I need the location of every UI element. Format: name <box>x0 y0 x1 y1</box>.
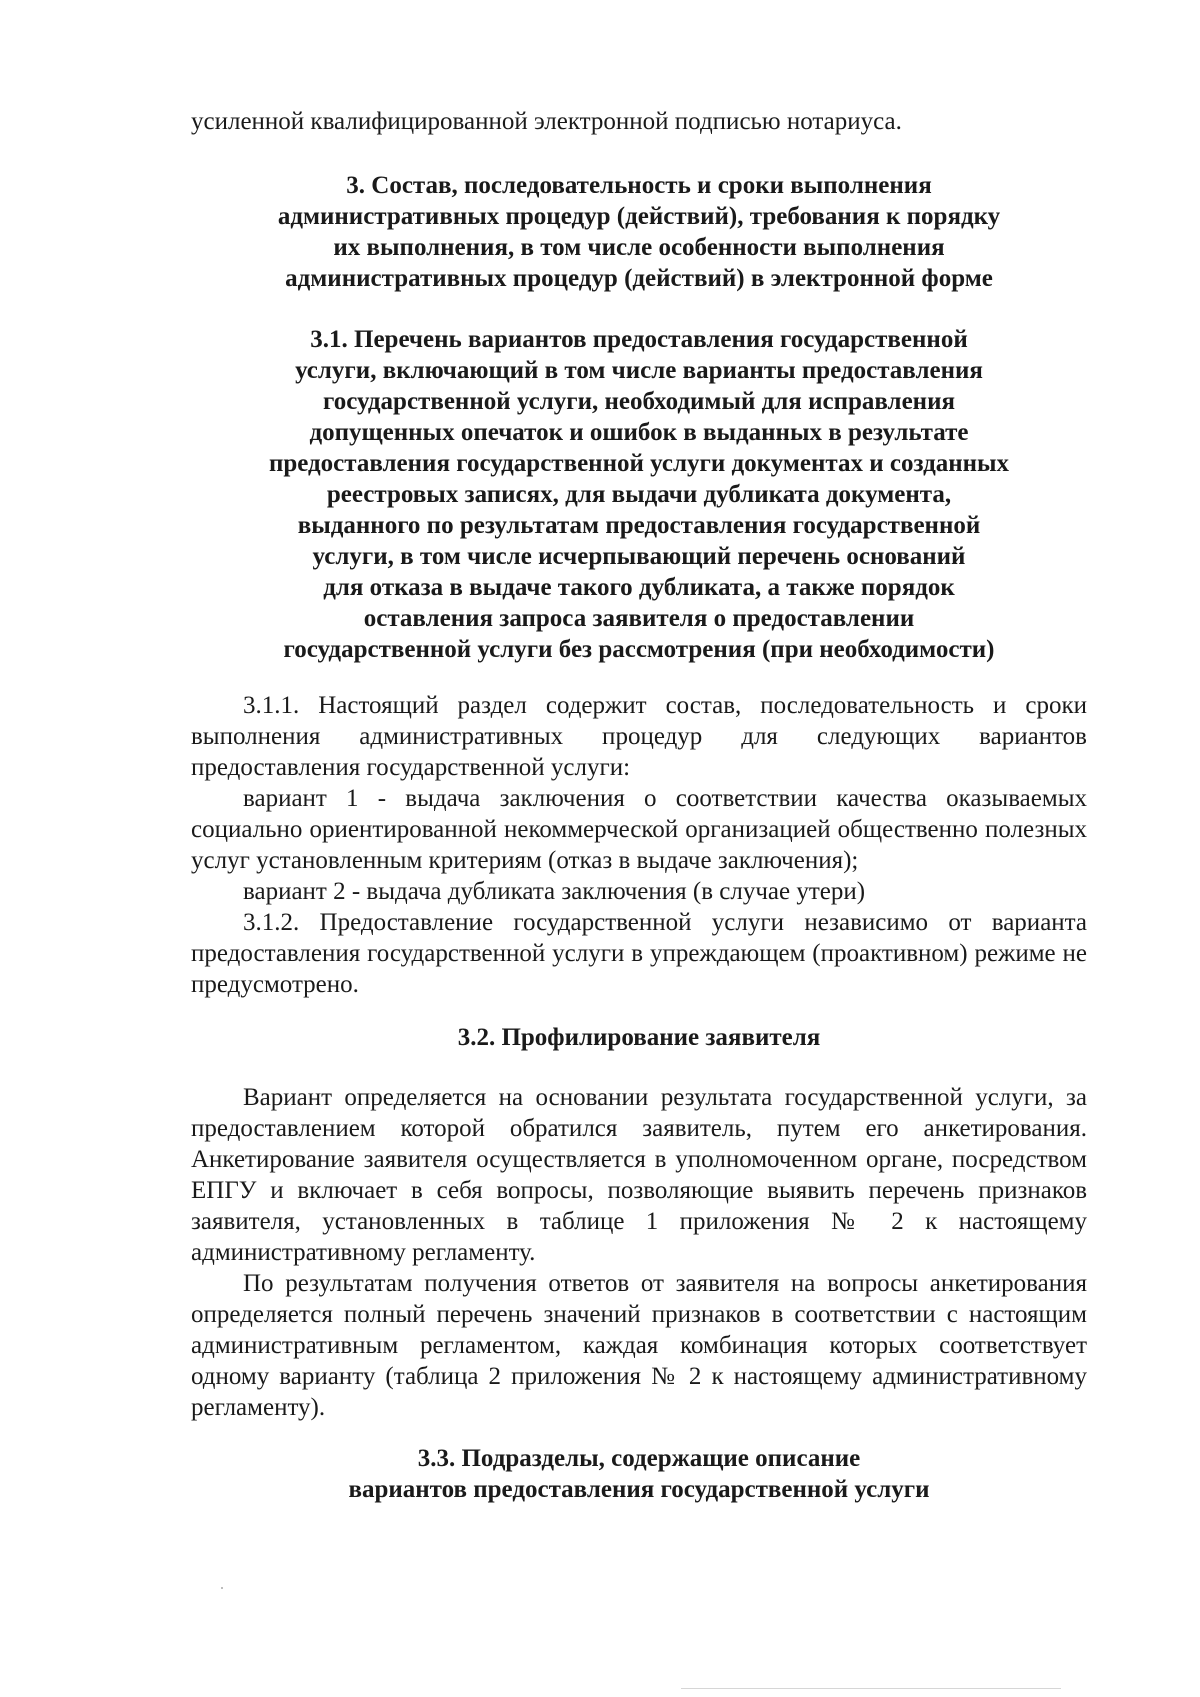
profiling-paragraph-2: По результатам получения ответов от заявителя на вопросы анкетирования определяется полный перечень значений признаков в соответствии с настоящим административным регламентом, каждая комбинация которых соответствует одному варианту (таблица 2 приложения № 2 к настоящему административному регламенту). <box>191 1270 1087 1421</box>
section-3-1-heading-line: услуги, включающий в том числе варианты предоставления <box>295 357 983 384</box>
section-3-heading-line: административных процедур (действий), требования к порядку <box>277 203 1001 230</box>
section-3-heading <box>191 170 1087 294</box>
section-3-1-heading-line: услуги, в том числе исчерпывающий перечень оснований <box>312 543 966 570</box>
section-3-1-heading-line: допущенных опечаток и ошибок в выданных в результате <box>309 419 969 446</box>
section-3-2-body <box>191 1082 1087 1423</box>
section-3-3-heading <box>191 1443 1087 1505</box>
section-3-1-heading <box>191 324 1087 665</box>
section-3-1-heading-line: реестровых записях, для выдачи дубликата документа, <box>326 481 952 508</box>
continuation-text-block <box>191 106 1087 137</box>
section-3-1-body <box>191 690 1087 1000</box>
section-3-1-heading-line: государственной услуги без рассмотрения (при необходимости) <box>283 636 995 663</box>
section-3-1-heading-line: оставления запроса заявителя о предоставлении <box>363 605 915 632</box>
section-3-3-heading-line: 3.3. Подразделы, содержащие описание <box>417 1445 861 1472</box>
section-3-2-heading-line: 3.2. Профилирование заявителя <box>457 1024 821 1051</box>
variant-1-paragraph: вариант 1 - выдача заключения о соответствии качества оказываемых социально ориентированной некоммерческой организацией общественно полезных услуг установленным критериям (отказ в выдаче заключения); <box>191 785 1087 874</box>
continuation-paragraph: усиленной квалифицированной электронной подписью нотариуса. <box>191 108 902 135</box>
paragraph-3-1-2: 3.1.2. Предоставление государственной услуги независимо от варианта предоставления государственной услуги в упреждающем (проактивном) режиме не предусмотрено. <box>191 909 1087 998</box>
scan-artifact <box>221 1587 223 1589</box>
variant-2-paragraph: вариант 2 - выдача дубликата заключения (в случае утери) <box>243 878 866 905</box>
section-3-heading-line: 3. Состав, последовательность и сроки выполнения <box>346 172 932 199</box>
section-3-1-heading-line: государственной услуги, необходимый для исправления <box>322 388 956 415</box>
section-3-heading-line: их выполнения, в том числе особенности выполнения <box>333 234 945 261</box>
scan-artifact <box>681 1688 1061 1689</box>
section-3-1-heading-line: 3.1. Перечень вариантов предоставления государственной <box>310 326 968 353</box>
section-3-1-heading-line: предоставления государственной услуги документах и созданных <box>268 450 1010 477</box>
section-3-1-heading-line: для отказа в выдаче такого дубликата, а также порядок <box>323 574 955 601</box>
paragraph-3-1-1: 3.1.1. Настоящий раздел содержит состав, последовательность и сроки выполнения административных процедур для следующих вариантов предоставления государственной услуги: <box>191 692 1087 781</box>
section-3-2-heading <box>191 1022 1087 1053</box>
section-3-3-heading-line: вариантов предоставления государственной услуги <box>348 1476 930 1503</box>
section-3-1-heading-line: выданного по результатам предоставления государственной <box>297 512 981 539</box>
section-3-heading-line: административных процедур (действий) в электронной форме <box>285 265 993 292</box>
profiling-paragraph-1: Вариант определяется на основании результата государственной услуги, за предоставлением которой обратился заявитель, путем его анкетирования. Анкетирование заявителя осуществляется в уполномоченном органе, посредством ЕПГУ и включает в себя вопросы, позволяющие выявить перечень признаков заявителя, установленных в таблице 1 приложения № 2 к настоящему административному регламенту. <box>191 1084 1087 1266</box>
